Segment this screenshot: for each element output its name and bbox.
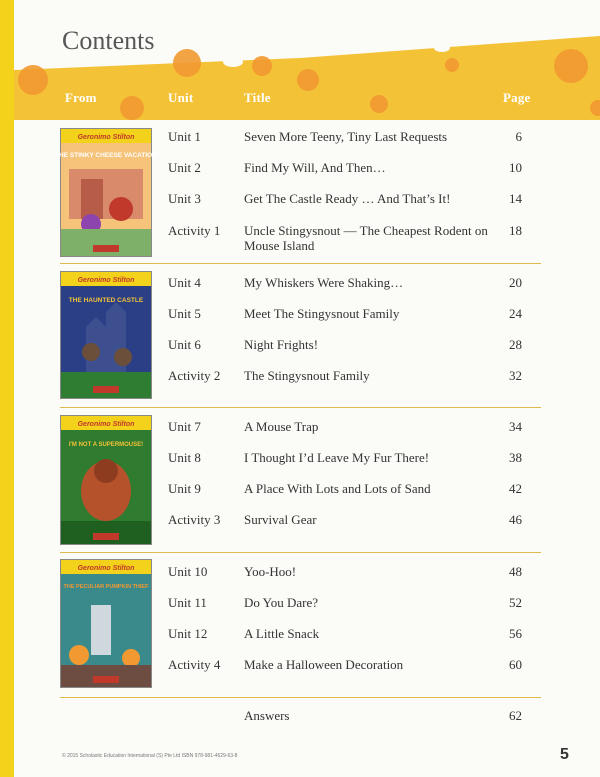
unit-title: Survival Gear bbox=[244, 512, 317, 527]
page-number: 20 bbox=[509, 275, 522, 290]
unit-title: A Place With Lots and Lots of Sand bbox=[244, 481, 431, 496]
book-cover-art bbox=[61, 416, 151, 544]
contents-section-3 bbox=[60, 414, 540, 549]
unit-title: The Stingysnout Family bbox=[244, 368, 370, 383]
book-cover-art bbox=[61, 560, 151, 687]
page-number: 18 bbox=[509, 223, 522, 238]
book-cover-haunted-castle bbox=[60, 271, 152, 399]
unit-label: Unit 10 bbox=[168, 564, 208, 579]
contents-section-1 bbox=[55, 125, 540, 265]
column-header-unit: Unit bbox=[168, 90, 194, 105]
cover-title-text: THE HAUNTED CASTLE bbox=[68, 297, 144, 304]
unit-label: Activity 2 bbox=[168, 368, 221, 383]
page-number: 48 bbox=[509, 564, 522, 579]
unit-title: Seven More Teeny, Tiny Last Requests bbox=[244, 129, 448, 144]
unit-label: Unit 5 bbox=[168, 306, 201, 321]
book-cover-not-a-supermouse bbox=[60, 415, 152, 545]
unit-label: Unit 4 bbox=[168, 275, 201, 290]
page-number: 56 bbox=[509, 626, 522, 641]
column-header-from: From bbox=[65, 90, 97, 105]
unit-label: Unit 8 bbox=[168, 450, 201, 465]
page-number: 38 bbox=[509, 450, 522, 465]
unit-title: A Mouse Trap bbox=[244, 419, 319, 434]
unit-title: Yoo-Hoo! bbox=[244, 564, 297, 579]
unit-label: Unit 6 bbox=[168, 337, 201, 352]
section-divider bbox=[60, 407, 541, 408]
cover-title-text: THE STINKY CHEESE VACATION bbox=[55, 152, 157, 159]
page-title: Contents bbox=[62, 26, 155, 55]
unit-label: Unit 7 bbox=[168, 419, 201, 434]
contents-section-4 bbox=[60, 558, 540, 693]
page-number: 46 bbox=[509, 512, 522, 527]
page-number: 42 bbox=[509, 481, 522, 496]
page-number: 34 bbox=[509, 419, 522, 434]
column-header-page: Page bbox=[503, 90, 531, 105]
unit-title: A Little Snack bbox=[244, 626, 320, 641]
book-cover-art bbox=[55, 129, 157, 256]
column-header-title: Title bbox=[244, 90, 271, 105]
unit-title: My Whiskers Were Shaking… bbox=[244, 275, 404, 290]
page-number: 52 bbox=[509, 595, 522, 610]
cover-series-text: Geronimo Stilton bbox=[77, 421, 135, 428]
cover-series-text: Geronimo Stilton bbox=[77, 277, 135, 284]
cover-series-text: Geronimo Stilton bbox=[77, 134, 135, 141]
section-divider bbox=[60, 263, 541, 264]
page-number: 14 bbox=[509, 191, 522, 206]
cover-series-text: Geronimo Stilton bbox=[77, 565, 135, 572]
unit-label: Unit 11 bbox=[168, 595, 207, 610]
cover-title-text: I'M NOT A SUPERMOUSE! bbox=[68, 442, 144, 448]
unit-title: Uncle Stingysnout — The Cheapest Rodent on Mouse Island bbox=[244, 223, 488, 253]
page-number: 10 bbox=[509, 160, 522, 175]
unit-label: Unit 9 bbox=[168, 481, 201, 496]
unit-label: Unit 12 bbox=[168, 626, 208, 641]
page-number-footer: 5 bbox=[560, 746, 569, 763]
unit-title: Make a Halloween Decoration bbox=[244, 657, 404, 672]
book-cover-art bbox=[61, 272, 151, 398]
unit-title: Do You Dare? bbox=[244, 595, 319, 610]
unit-label: Activity 1 bbox=[168, 223, 221, 238]
page-number: 28 bbox=[509, 337, 522, 352]
page-number: 32 bbox=[509, 368, 522, 383]
book-cover-peculiar-pumpkin-thief bbox=[60, 559, 152, 688]
unit-label: Unit 2 bbox=[168, 160, 201, 175]
unit-title: Get The Castle Ready … And That’s It! bbox=[244, 191, 451, 206]
unit-title: I Thought I’d Leave My Fur There! bbox=[244, 450, 430, 465]
book-cover-stinky-cheese-vacation bbox=[55, 128, 157, 257]
copyright-footer: © 2015 Scholastic Education International (S) Pte Ltd ISBN 978-981-4629-63-8 bbox=[62, 753, 238, 759]
page-number: 24 bbox=[509, 306, 522, 321]
page-number: 6 bbox=[515, 129, 522, 144]
unit-label: Activity 3 bbox=[168, 512, 221, 527]
unit-title: Night Frights! bbox=[244, 337, 319, 352]
answers-title: Answers bbox=[244, 708, 290, 723]
section-divider bbox=[60, 552, 541, 553]
unit-label: Activity 4 bbox=[168, 657, 221, 672]
unit-label: Unit 1 bbox=[168, 129, 201, 144]
unit-title: Find My Will, And Then… bbox=[244, 160, 386, 175]
answers-page-number: 62 bbox=[509, 708, 522, 723]
cover-title-text: THE PECULIAR PUMPKIN THIEF bbox=[63, 584, 149, 590]
page-number: 60 bbox=[509, 657, 522, 672]
contents-section-2 bbox=[60, 270, 540, 405]
section-divider bbox=[60, 697, 541, 698]
unit-label: Unit 3 bbox=[168, 191, 201, 206]
unit-title: Meet The Stingysnout Family bbox=[244, 306, 400, 321]
